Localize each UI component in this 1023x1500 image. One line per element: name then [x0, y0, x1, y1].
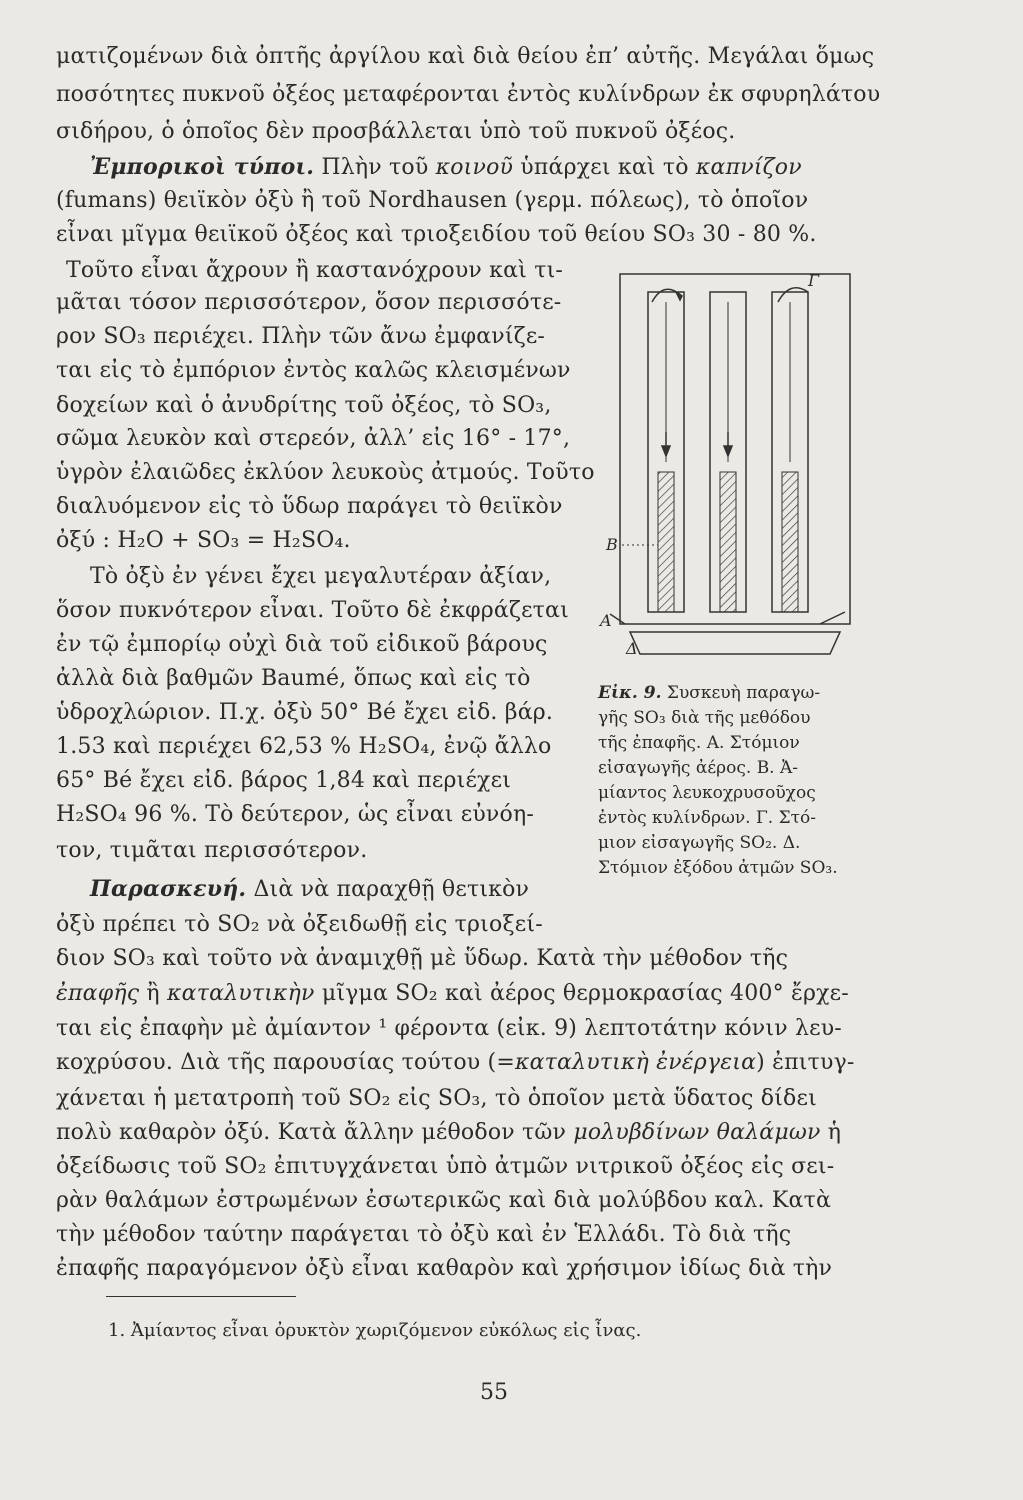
text-line-11: δοχείων καὶ ὁ ἀνυδρίτης τοῦ ὀξέος, τὸ SO₃,: [56, 393, 552, 418]
text-line-10: ται εἰς τὸ ἐμπόριον ἐντὸς καλῶς κλεισμένων: [56, 358, 571, 383]
asbestos-fill-2: [720, 472, 736, 612]
text-line-21: 1.53 καὶ περιέχει 62,53 % H₂SO₄, ἐνῷ ἄλλο: [56, 734, 552, 759]
figure-caption-line-4: εἰσαγωγῆς ἀέρος. Β. Ἀ-: [598, 758, 799, 778]
text-line-31: χάνεται ἡ μετατροπὴ τοῦ SO₂ εἰς SO₃, τὸ ὁποῖον μετὰ ὕδατος δίδει: [56, 1086, 817, 1111]
text-line-7: Τοῦτο εἶναι ἄχρουν ἢ καστανόχρουν καὶ τι-: [66, 258, 564, 283]
text-line-32: [56, 1118, 841, 1148]
text-span: ) ἐπιτυγ-: [756, 1050, 855, 1075]
italic-term: καταλυτικὴν: [167, 981, 315, 1006]
page-number: 55: [480, 1380, 508, 1405]
text-line-28: [56, 979, 849, 1009]
text-span: Διὰ νὰ παραχθῇ θετικὸν: [246, 877, 530, 902]
text-line-34: ρὰν θαλάμων ἐστρωμένων ἐσωτερικῶς καὶ διὰ μολύβδου καλ. Κατὰ: [56, 1188, 832, 1213]
apparatus-figure: [590, 262, 860, 672]
text-span: Συσκευὴ παραγω-: [661, 683, 821, 703]
text-line-6: εἶναι μῖγμα θειϊκοῦ ὀξέος καὶ τριοξειδίου τοῦ θείου SO₃ 30 - 80 %.: [56, 222, 817, 247]
figure-label-a: A: [600, 611, 612, 630]
figure-caption-line-2: γῆς SO₃ διὰ τῆς μεθόδου: [598, 708, 811, 728]
figure-label-g: Γ: [808, 271, 820, 290]
text-line-24: τον, τιμᾶται περισσότερον.: [56, 838, 368, 863]
figure-caption-line-8: Στόμιον ἐξόδου ἀτμῶν SO₃.: [598, 858, 838, 878]
text-line-9: ρον SO₃ περιέχει. Πλὴν τῶν ἄνω ἐμφανίζε-: [56, 324, 546, 349]
text-line-20: ὑδροχλώριον. Π.χ. ὀξὺ 50° Bé ἔχει εἰδ. βάρ.: [56, 700, 554, 725]
italic-term: ἐπαφῆς: [56, 981, 140, 1006]
asbestos-fill-3: [782, 472, 798, 612]
section-heading-commercial-types: Ἐμπορικοὶ τύποι.: [90, 154, 315, 180]
text-line-35: τὴν μέθοδον ταύτην παράγεται τὸ ὀξὺ καὶ ἐν Ἑλλάδι. Τὸ διὰ τῆς: [56, 1222, 792, 1247]
figure-caption-line-3: τῆς ἐπαφῆς. Α. Στόμιον: [598, 733, 800, 753]
text-line-27: διον SO₃ καὶ τοῦτο νὰ ἀναμιχθῇ μὲ ὕδωρ. Κατὰ τὴν μέθοδον τῆς: [56, 946, 789, 971]
text-span: ἡ: [820, 1120, 842, 1145]
text-span: πολὺ καθαρὸν ὀξύ. Κατὰ ἄλλην μέθοδον τῶν: [56, 1120, 574, 1145]
text-line-23: H₂SO₄ 96 %. Τὸ δεύτερον, ὡς εἶναι εὐνόη-: [56, 802, 534, 827]
italic-term: μολυβδίνων θαλάμων: [573, 1120, 821, 1145]
text-line-12: σῶμα λευκὸν καὶ στερεόν, ἀλλ’ εἰς 16° - 17°,: [56, 426, 571, 451]
italic-term: =καταλυτικὴ ἐνέργεια: [496, 1050, 757, 1075]
text-line-2: ποσότητες πυκνοῦ ὀξέος μεταφέρονται ἐντὸς κυλίνδρων ἐκ σφυρηλάτου: [56, 82, 881, 107]
text-span: ὑπάρχει καὶ τὸ: [513, 155, 696, 180]
text-line-18: ἐν τῷ ἐμπορίῳ οὐχὶ διὰ τοῦ εἰδικοῦ βάρους: [56, 632, 548, 657]
text-line-5: (fumans) θειϊκὸν ὀξὺ ἢ τοῦ Nordhausen (γερμ. πόλεως), τὸ ὁποῖον: [56, 188, 809, 213]
figure-label-b: B: [606, 535, 618, 554]
text-line-13: ὑγρὸν ἐλαιῶδες ἐκλύον λευκοὺς ἀτμούς. Τοῦτο: [56, 460, 595, 485]
text-line-15-equation: ὀξύ : H₂O + SO₃ = H₂SO₄.: [56, 528, 351, 553]
text-line-17: ὅσον πυκνότερον εἶναι. Τοῦτο δὲ ἐκφράζεται: [56, 598, 569, 623]
text-line-4: [90, 152, 802, 183]
text-line-1: ματιζομένων διὰ ὀπτῆς ἀργίλου καὶ διὰ θείου ἐπ’ αὐτῆς. Μεγάλαι ὅμως: [56, 44, 875, 69]
figure-number: Εἰκ. 9.: [598, 683, 662, 703]
text-line-29: ται εἰς ἐπαφὴν μὲ ἀμίαντον ¹ φέροντα (εἰκ. 9) λεπτοτάτην κόνιν λευ-: [56, 1016, 842, 1041]
text-line-33: ὀξείδωσις τοῦ SO₂ ἐπιτυγχάνεται ὑπὸ ἀτμῶν νιτρικοῦ ὀξέος εἰς σει-: [56, 1154, 835, 1179]
text-span: μῖγμα SO₂ καὶ ἀέρος θερμοκρασίας 400° ἔρχε-: [314, 981, 849, 1006]
text-line-3: σιδήρου, ὁ ὁποῖος δὲν προσβάλλεται ὑπὸ τοῦ πυκνοῦ ὀξέος.: [56, 119, 736, 144]
flow-arrows: [652, 288, 808, 456]
asbestos-fill-1: [658, 472, 674, 612]
figure-caption-line-5: μίαντος λευκοχρυσοῦχος: [598, 783, 816, 803]
text-line-26: ὀξὺ πρέπει τὸ SO₂ νὰ ὀξειδωθῇ εἰς τριοξεί-: [56, 912, 543, 937]
text-line-16: Τὸ ὀξὺ ἐν γένει ἔχει μεγαλυτέραν ἀξίαν,: [90, 564, 552, 589]
italic-term: κοινοῦ: [435, 155, 514, 180]
apparatus-base: [630, 632, 840, 654]
text-span: ἢ: [139, 981, 168, 1006]
footnote: 1. Ἀμίαντος εἶναι ὀρυκτὸν χωριζόμενον εὐκόλως εἰς ἶνας.: [108, 1320, 642, 1341]
text-line-8: μᾶται τόσον περισσότερον, ὅσον περισσότε-: [56, 290, 562, 315]
figure-label-d: Δ: [626, 639, 638, 658]
text-line-25: [90, 874, 529, 905]
text-line-30: [56, 1048, 855, 1078]
text-line-36: ἐπαφῆς παραγόμενον ὀξὺ εἶναι καθαρὸν καὶ χρήσιμον ἰδίως διὰ τὴν: [56, 1256, 833, 1281]
figure-caption-line-7: μιον εἰσαγωγῆς SO₂. Δ.: [598, 833, 801, 853]
text-line-22: 65° Bé ἔχει εἰδ. βάρος 1,84 καὶ περιέχει: [56, 768, 512, 793]
figure-caption-line-6: ἐντὸς κυλίνδρων. Γ. Στό-: [598, 808, 816, 828]
section-heading-preparation: Παρασκευή.: [90, 876, 247, 902]
tube-3: [772, 292, 808, 612]
text-line-14: διαλυόμενον εἰς τὸ ὕδωρ παράγει τὸ θειϊκὸν: [56, 494, 563, 519]
text-span: κοχρύσου. Διὰ τῆς παρουσίας τούτου (: [56, 1050, 497, 1075]
text-line-19: ἀλλὰ διὰ βαθμῶν Baumé, ὅπως καὶ εἰς τὸ: [56, 666, 531, 691]
figure-caption-line-1: [598, 682, 820, 704]
text-span: Πλὴν τοῦ: [314, 155, 436, 180]
footnote-rule: [106, 1296, 296, 1297]
italic-term: καπνίζον: [695, 155, 802, 180]
